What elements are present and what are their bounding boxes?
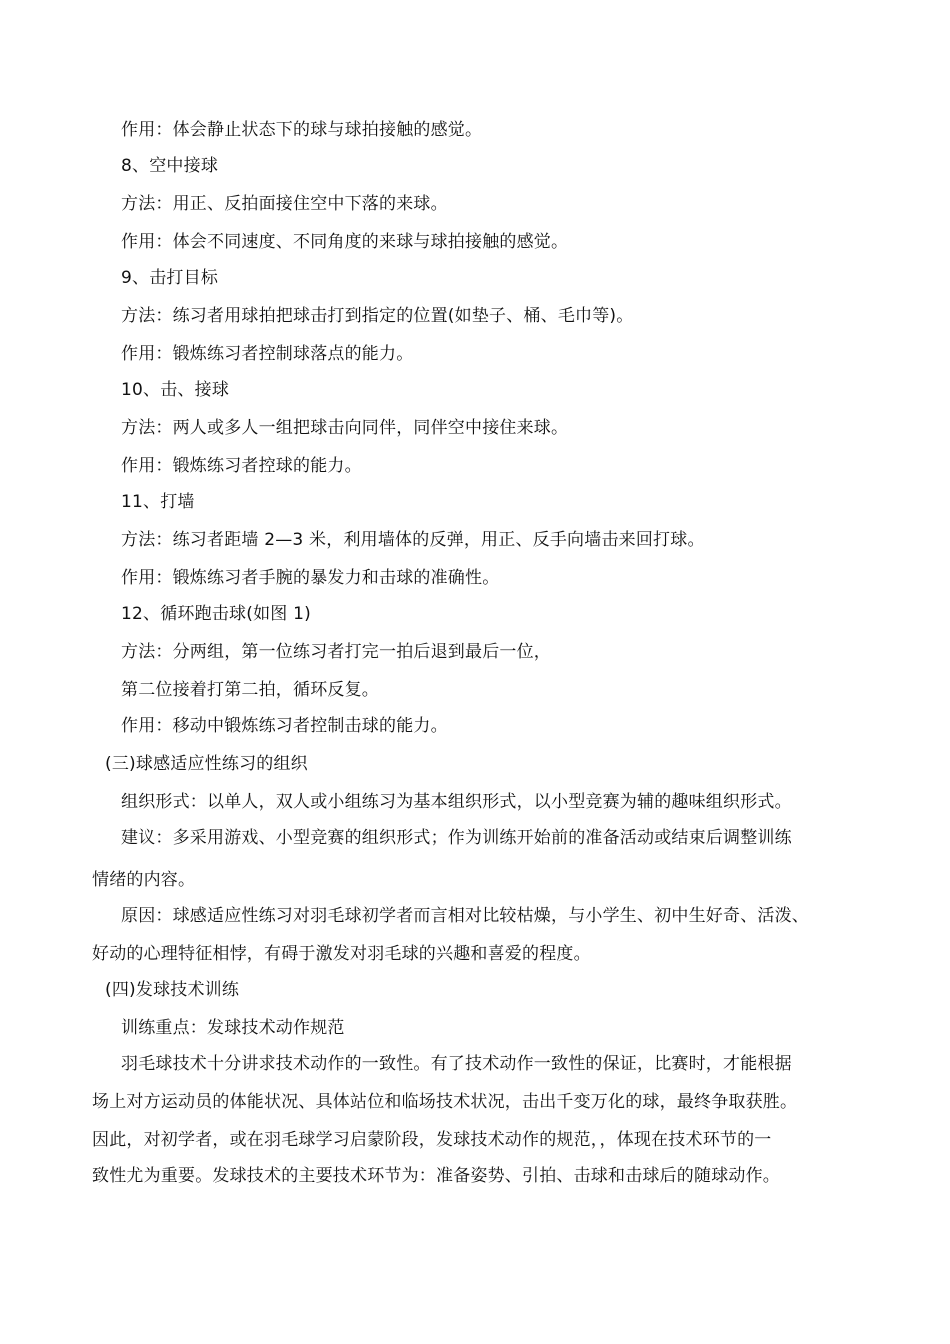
section-heading: (四)发球技术训练 [105,980,240,1000]
section-heading: (三)球感适应性练习的组织 [105,754,308,774]
text-line: 作用：体会不同速度、不同角度的来球与球拍接触的感觉。 [121,232,569,252]
text-line: 作用：移动中锻炼练习者控制击球的能力。 [121,716,448,736]
item-heading: 8、空中接球 [121,156,219,176]
text-line: 情绪的内容。 [92,870,196,890]
text-line: 原因：球感适应性练习对羽毛球初学者而言相对比较枯燥，与小学生、初中生好奇、活泼、 [121,906,809,926]
text-line: 方法：练习者距墙 2—3 米，利用墙体的反弹，用正、反手向墙击来回打球。 [121,530,705,550]
text-line: 作用：体会静止状态下的球与球拍接触的感觉。 [121,120,483,140]
item-heading: 11、打墙 [121,492,195,512]
text-line: 训练重点：发球技术动作规范 [121,1018,345,1038]
text-line: 第二位接着打第二拍，循环反复。 [121,680,379,700]
item-heading: 9、击打目标 [121,268,219,288]
text-line: 致性尤为重要。发球技术的主要技术环节为：准备姿势、引拍、击球和击球后的随球动作。 [92,1166,780,1186]
text-line: 作用：锻炼练习者手腕的暴发力和击球的准确性。 [121,568,500,588]
text-line: 方法：两人或多人一组把球击向同伴，同伴空中接住来球。 [121,418,569,438]
text-line: 场上对方运动员的体能状况、具体站位和临场技术状况，击出千变万化的球，最终争取获胜。 [92,1092,798,1112]
text-line: 方法：分两组，第一位练习者打完一拍后退到最后一位， [121,642,551,662]
text-line: 因此，对初学者，或在羽毛球学习启蒙阶段，发球技术动作的规范，，体现在技术环节的一 [92,1130,772,1150]
text-line: 组织形式：以单人，双人或小组练习为基本组织形式，以小型竞赛为辅的趣味组织形式。 [121,792,792,812]
text-line: 好动的心理特征相悖，有碍于激发对羽毛球的兴趣和喜爱的程度。 [92,944,591,964]
item-heading: 12、循环跑击球(如图 1) [121,604,311,624]
item-heading: 10、击、接球 [121,380,230,400]
text-line: 作用：锻炼练习者控球的能力。 [121,456,362,476]
text-line: 方法：练习者用球拍把球击打到指定的位置(如垫子、桶、毛巾等)。 [121,306,634,326]
text-line: 建议：多采用游戏、小型竞赛的组织形式；作为训练开始前的准备活动或结束后调整训练 [121,828,792,848]
text-line: 作用：锻炼练习者控制球落点的能力。 [121,344,414,364]
text-line: 方法：用正、反拍面接住空中下落的来球。 [121,194,448,214]
text-line: 羽毛球技术十分讲求技术动作的一致性。有了技术动作一致性的保证，比赛时，才能根据 [121,1054,792,1074]
